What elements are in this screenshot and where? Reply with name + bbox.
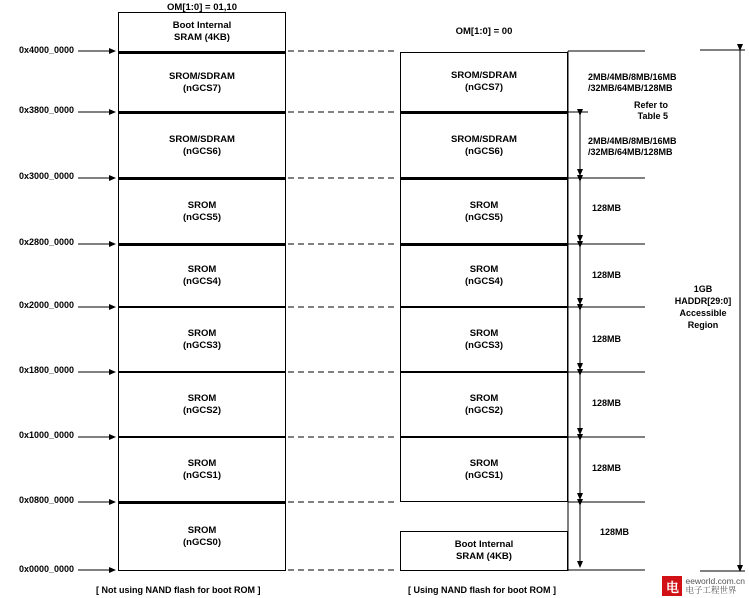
- left-column-header: OM[1:0] = 01,10: [167, 2, 237, 13]
- watermark-logo-icon: 电: [662, 576, 682, 596]
- left-block-ngcs0-line2: (nGCS0): [183, 537, 221, 548]
- left-block-ngcs7-line1: SROM/SDRAM: [169, 70, 235, 82]
- right-block-ngcs1-line2: (nGCS1): [465, 469, 503, 481]
- right-region-note: 1GB HADDR[29:0] Accessible Region: [674, 284, 732, 330]
- address-label-0x2000_0000: 0x2000_0000: [18, 300, 74, 310]
- size-note-ngcs5: 128MB: [592, 203, 622, 213]
- left-block-boot-sram-line1: Boot Internal: [172, 20, 232, 31]
- right-block-ngcs4-line2: (nGCS4): [465, 276, 503, 287]
- right-block-ngcs4-line1: SROM: [469, 264, 499, 275]
- right-block-ngcs7-line2: (nGCS7): [464, 82, 503, 93]
- region-span-arrow: [700, 50, 745, 571]
- left-block-ngcs2-line2: (nGCS2): [183, 404, 221, 416]
- left-block-ngcs7-line2: (nGCS7): [182, 82, 221, 94]
- left-block-boot-sram-line2: SRAM (4KB): [174, 32, 230, 43]
- left-block-ngcs5-line2: (nGCS5): [183, 211, 221, 223]
- left-block-ngcs6-line1: SROM/SDRAM: [169, 133, 235, 145]
- left-block-ngcs4-line2: (nGCS4): [183, 276, 221, 287]
- size-note-ngcs6: 2MB/4MB/8MB/16MB /32MB/64MB/128MB: [588, 136, 677, 157]
- size-note-ngcs0: 128MB: [600, 527, 630, 537]
- address-label-0x2800_0000: 0x2800_0000: [18, 237, 74, 247]
- size-note-ngcs3: 128MB: [592, 334, 622, 344]
- watermark-line1: eeworld.com.cn: [685, 576, 745, 586]
- right-block-ngcs3-line1: SROM: [469, 327, 499, 339]
- size-note-ngcs4: 128MB: [592, 270, 622, 280]
- watermark-text: [685, 577, 745, 595]
- right-block-ngcs5-line1: SROM: [469, 199, 499, 211]
- right-block-ngcs5-line2: (nGCS5): [465, 211, 503, 223]
- right-block-boot-sram-line2: SRAM (4KB): [456, 551, 512, 562]
- address-label-0x1800_0000: 0x1800_0000: [18, 365, 74, 375]
- right-caption: [ Using NAND flash for boot ROM ]: [408, 585, 556, 595]
- size-note-refer-table5: Refer to Table 5: [633, 100, 668, 121]
- size-note-ngcs2: 128MB: [592, 398, 622, 408]
- left-block-ngcs6-line2: (nGCS6): [182, 145, 221, 157]
- left-block-ngcs4-line1: SROM: [187, 264, 217, 275]
- right-block-ngcs7-line1: SROM/SDRAM: [451, 70, 517, 81]
- address-label-0x0800_0000: 0x0800_0000: [18, 495, 74, 505]
- address-arrows: [78, 51, 115, 570]
- right-block-ngcs3-line2: (nGCS3): [465, 339, 503, 351]
- address-label-0x0000_0000: 0x0000_0000: [18, 564, 74, 574]
- address-label-0x3800_0000: 0x3800_0000: [18, 105, 74, 115]
- left-block-ngcs5-line1: SROM: [187, 199, 217, 211]
- address-label-0x1000_0000: 0x1000_0000: [18, 430, 74, 440]
- right-block-ngcs6-line2: (nGCS6): [464, 145, 503, 157]
- right-block-ngcs2-line2: (nGCS2): [465, 404, 503, 416]
- size-note-ngcs7: 2MB/4MB/8MB/16MB /32MB/64MB/128MB: [588, 72, 677, 93]
- right-block-ngcs2-line1: SROM: [469, 392, 499, 404]
- left-block-ngcs0-line1: SROM: [187, 525, 217, 536]
- left-block-ngcs3-line1: SROM: [187, 327, 217, 339]
- right-block-ngcs6-line1: SROM/SDRAM: [451, 133, 517, 145]
- size-note-ngcs1: 128MB: [592, 463, 622, 473]
- right-block-boot-sram-line1: Boot Internal: [454, 539, 514, 550]
- left-block-ngcs3-line2: (nGCS3): [183, 339, 221, 351]
- dashed-connectors: [288, 51, 398, 570]
- left-block-ngcs2-line1: SROM: [187, 392, 217, 404]
- left-block-ngcs1-line2: (nGCS1): [183, 469, 221, 481]
- watermark: [662, 576, 745, 596]
- address-label-0x3000_0000: 0x3000_0000: [18, 171, 74, 181]
- left-block-ngcs1-line1: SROM: [187, 457, 217, 469]
- address-label-0x4000_0000: 0x4000_0000: [18, 45, 74, 55]
- watermark-line2: 电子工程世界: [685, 585, 737, 595]
- right-column-header: OM[1:0] = 00: [455, 26, 513, 37]
- right-block-ngcs1-line1: SROM: [469, 457, 499, 469]
- left-caption: [ Not using NAND flash for boot ROM ]: [96, 585, 261, 595]
